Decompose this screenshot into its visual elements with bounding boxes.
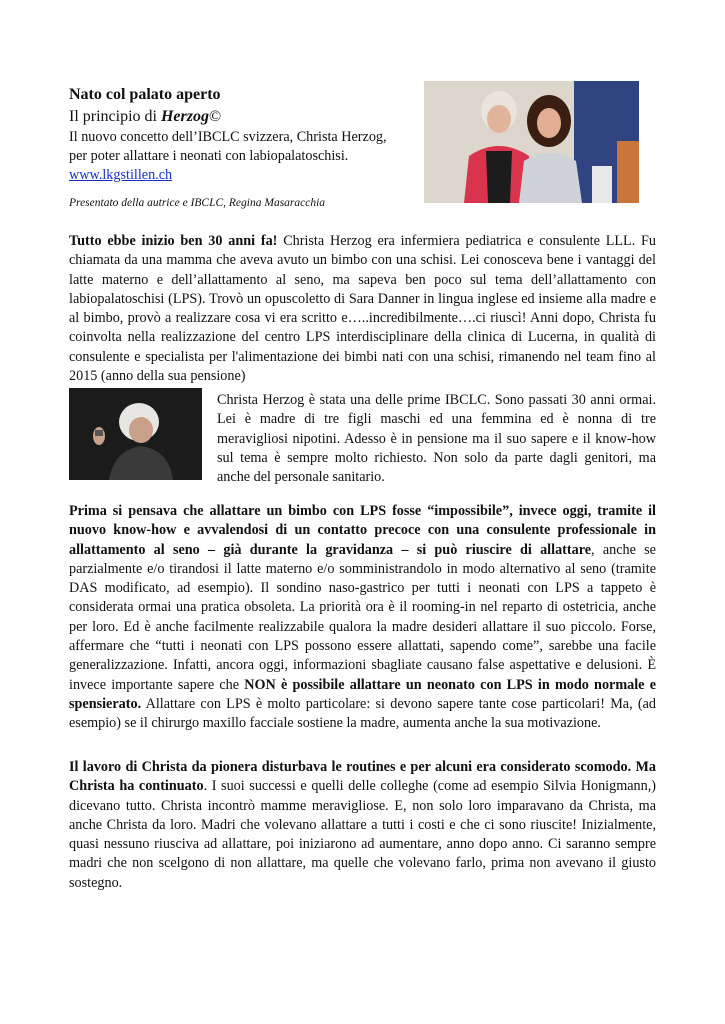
article-header: [69, 84, 409, 185]
paragraph-4-text: . I suoi successi e quelli delle colleghe (come ad esempio Silvia Honigmann,) dicevano tutto. Christa incontrò mamme meravigliose. E, non solo loro imparavano da Christa, ma anche Christa da loro. Madri che volevano allattare a tutti i costi e che ci sono riuscite! Inizialmente, quasi nessuno riusciva ad allattare, poi iniziarono ad aumentare, anno dopo anno. Ci saranno sempre madri che non scelgono di non allattare, ma quelle che volevano farlo, prima non avevano il giusto sostegno.: [69, 778, 656, 891]
photo-two-women: [424, 81, 639, 203]
paragraph-4-lead: Il lavoro di Christa da pionera disturbava le routines e per alcuni era considerato scomodo. Ma Christa ha continuato: [69, 759, 656, 795]
paragraph-3-lead: Prima si pensava che allattare un bimbo con LPS fosse “impossibile”, invece oggi, tramite il nuovo know-how e avvalendosi di un contatto precoce con una consulente professionale in allattamento al seno – già durante la gravidanza – si può riuscire di allattare: [69, 503, 656, 558]
article-title: Nato col palato aperto: [69, 86, 221, 103]
photo-christa-speaking: [69, 388, 202, 480]
paragraph-1: [69, 232, 656, 386]
presented-by-credit: Presentato della autrice e IBCLC, Regina Masaracchia: [69, 197, 326, 209]
paragraph-1-text: Christa Herzog era infermiera pediatrica e consulente LLL. Fu chiamata da una mamma che aveva avuto un bimbo con una schisi. Lei conosceva bene i vantaggi del latte materno e dell’allattamento al seno, ma sapeva ben poco sul tema dell’allattamento con labiopalatoschisi (LPS). Trovò un opuscoletto di Sara Danner in lingua inglese ed insieme alla madre e al bimbo, provò a realizzare cosa vi era scritto e…..incredibilmente….ci riuscì! Anni dopo, Christa fu coinvolta nella realizzazione del centro LPS interdisciplinare della clinica di Lucerna, in qualità di consulente e specialista per l'alimentazione dei bimbi nati con una schisi, rimanendo nel team fino al 2015 (anno della sua pensione): [69, 233, 657, 385]
paragraph-1-lead: Tutto ebbe inizio ben 30 anni fa!: [69, 233, 278, 249]
website-link[interactable]: www.lkgstillen.ch: [69, 167, 173, 183]
paragraph-3-emphasis: NON è possibile allattare un neonato con LPS in modo normale e spensierato.: [69, 676, 656, 712]
paragraph-3: [69, 502, 656, 734]
paragraph-2: Christa Herzog è stata una delle prime IBCLC. Sono passati 30 anni ormai. Lei è madre di tre figli maschi ed una femmina ed è nonna di tre meravigliosi nipotini. Adesso è in pensione ma il suo sapere e il know-how sul tema è sempre molto richiesto. Non solo da parte dagli genitori, ma anche del personale sanitario.: [217, 392, 656, 486]
paragraph-3-text-2: Allattare con LPS è molto particolare: si devono sapere tante cose particolari! Ma, (ad esempio) se il chirurgo maxillo facciale sostiene la madre, aumenta anche la sua motivazione.: [69, 695, 656, 732]
copyright-symbol: ©: [208, 108, 222, 125]
title-name: Herzog: [160, 108, 209, 125]
title-prefix: Il principio di: [69, 108, 161, 125]
subtitle-line-1: Il nuovo concetto dell’IBCLC svizzera, Christa Herzog,: [69, 129, 387, 145]
article-subtitle-heading: [69, 106, 409, 128]
paragraph-3-text-1: , anche se parzialmente e/o tirandosi il latte materno e/o somministrandolo in modo alternativo al seno (tramite DAS modificato, ad esempio). Il sondino naso-gastrico per tutti i neonati con LPS a tappeto è considerata ormai una pratica obsoleta. La priorità ora è il rooming-in nel reparto di ostetricia, anche per loro. Ed è anche facilmente realizzabile qualora la madre desideri allattare il suo piccolo. Forse, affermare che “tutti i neonati con LPS possono essere allattati, sapendo come”, sarebbe una facile generalizzazione. Infatti, ancora oggi, informazioni sbagliate causano false aspettative e delusioni. È invece importante sapere che: [69, 541, 656, 693]
subtitle-line-2: per poter allattare i neonati con labiopalatoschisi.: [69, 148, 349, 164]
paragraph-4: [69, 758, 656, 893]
